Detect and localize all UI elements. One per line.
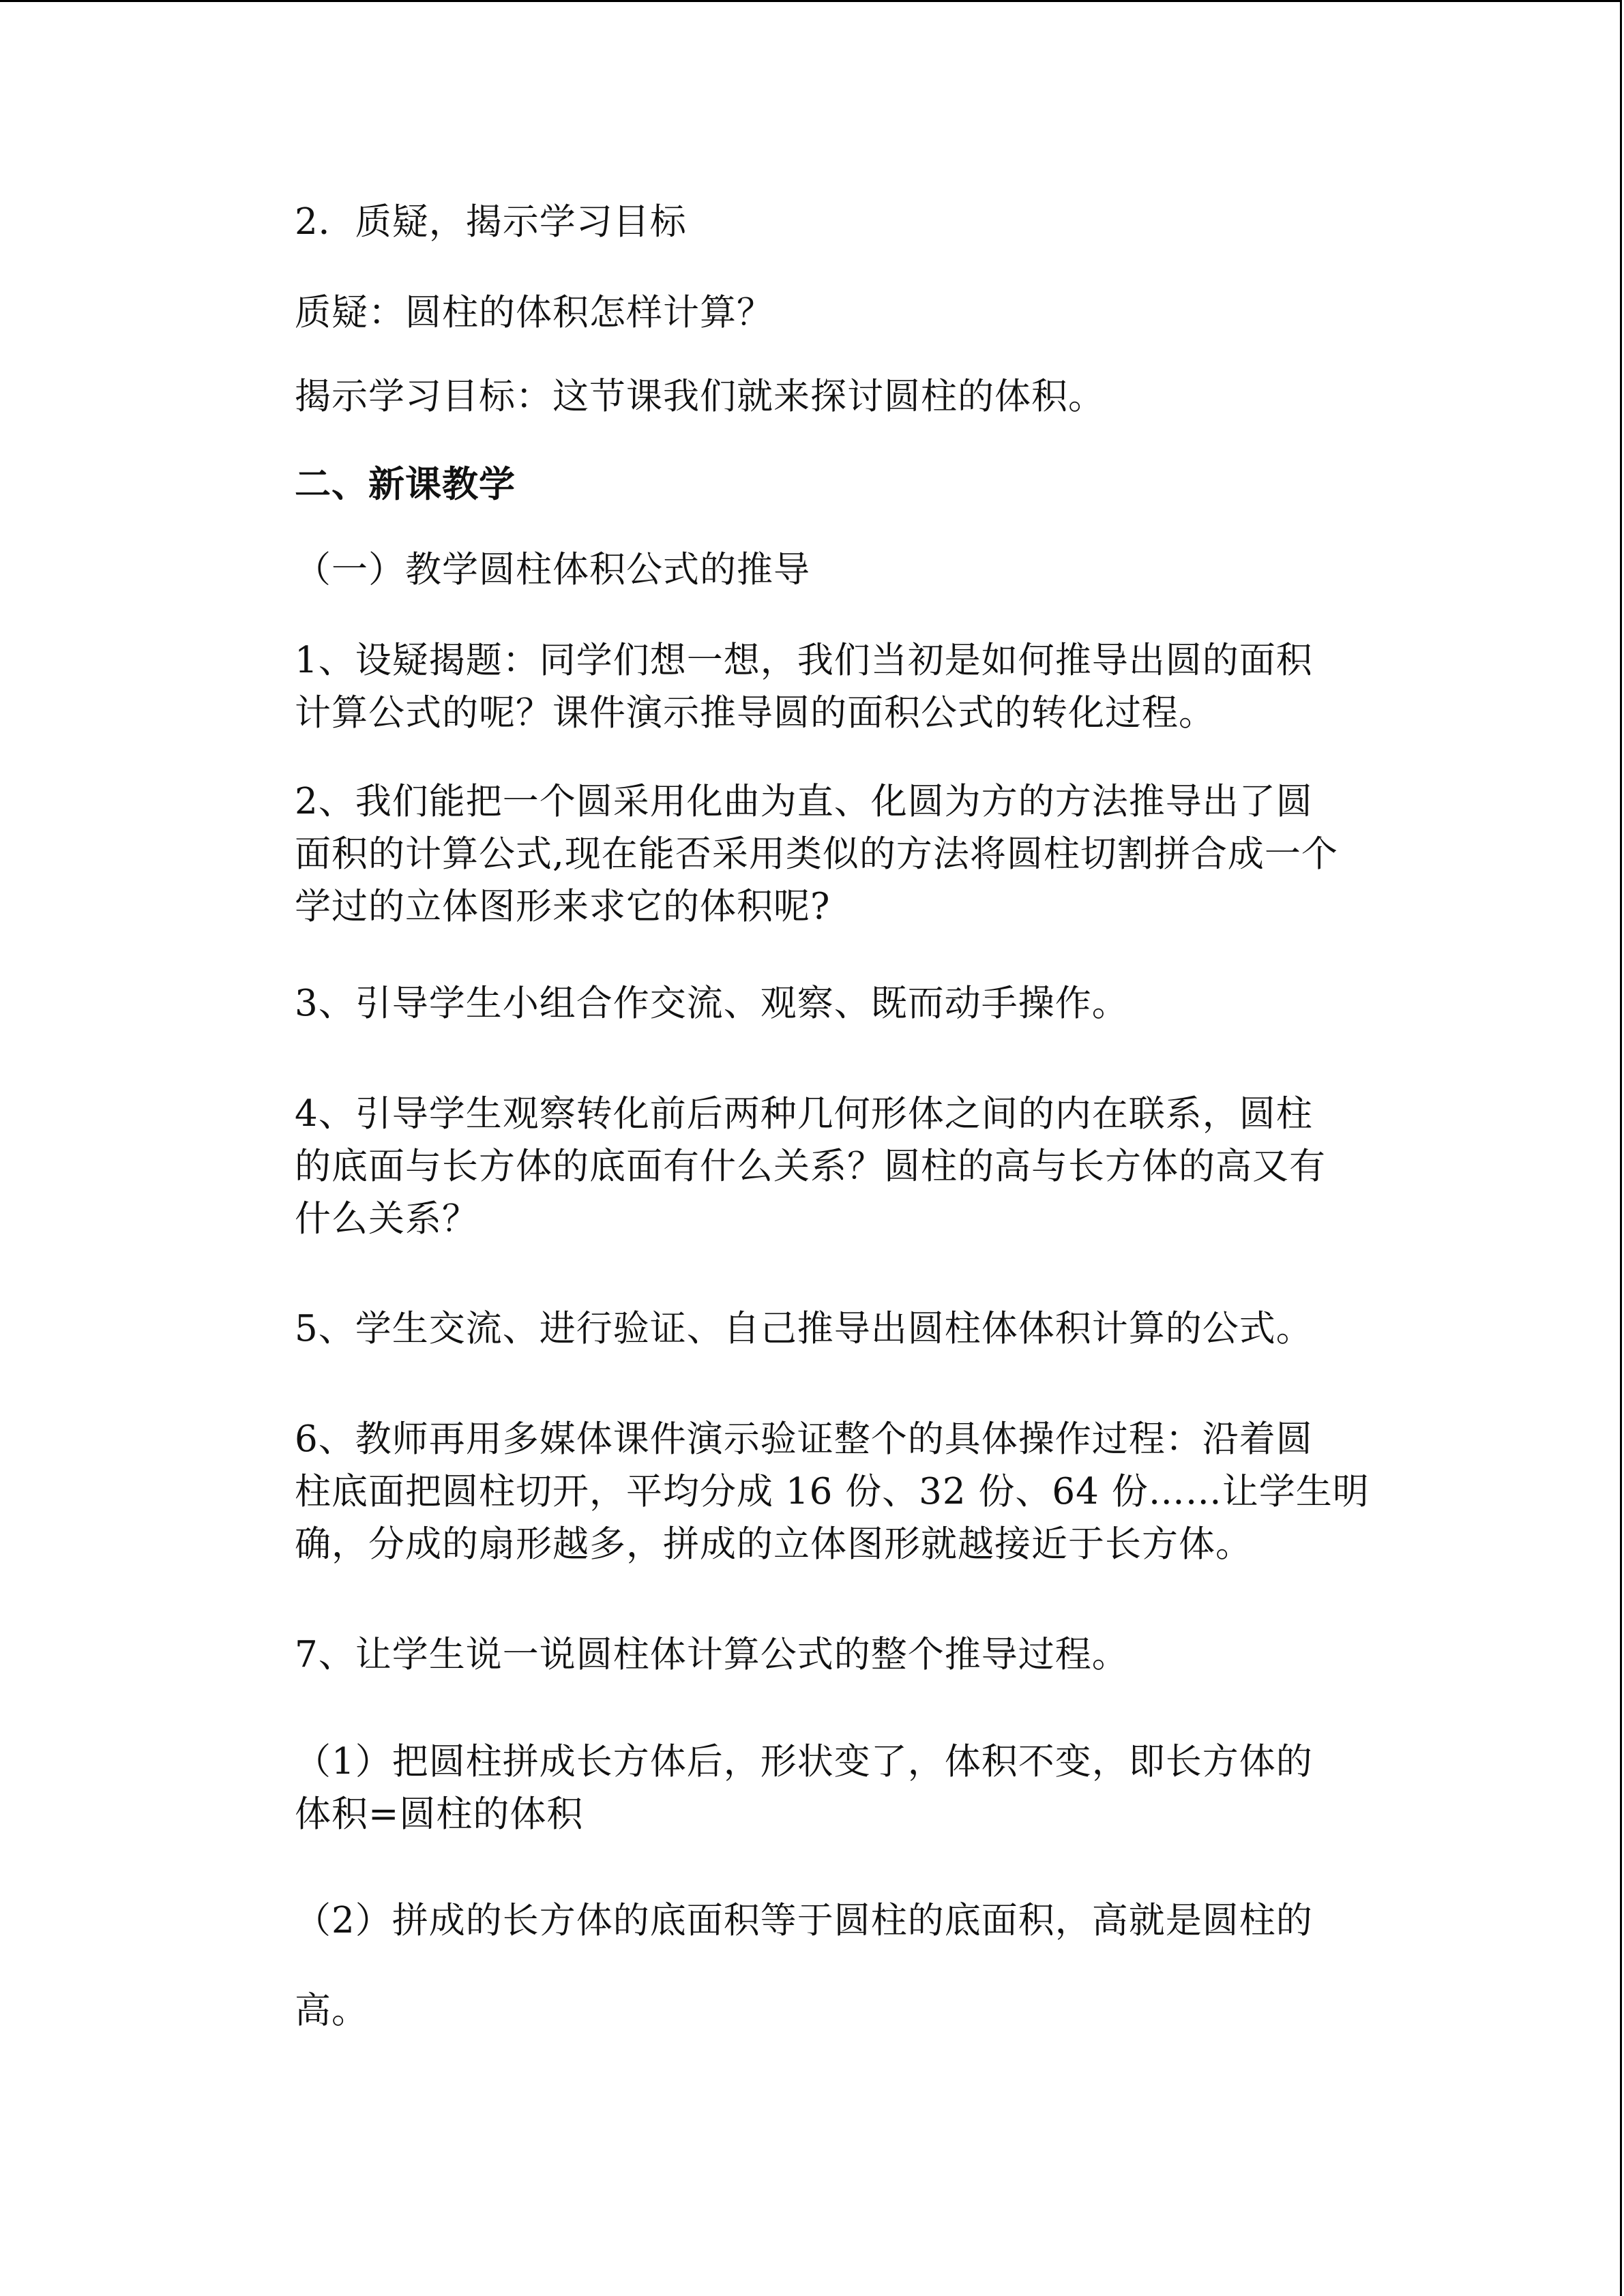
text-line: 3、引导学生小组合作交流、观察、既而动手操作。 [295,983,1129,1024]
text-line: （2）拼成的长方体的底面积等于圆柱的底面积，高就是圆柱的 [295,1900,1313,1941]
text-line: （1）把圆柱拼成长方体后，形状变了，体积不变，即长方体的 [295,1741,1313,1783]
paragraph-item-1 [295,634,1386,739]
text-line: 2．质疑，揭示学习目标 [295,201,687,243]
text-line: 体积=圆柱的体积 [295,1793,584,1835]
paragraph-subitem-1 [295,1735,1386,1840]
paragraph-item-4 [295,1088,1386,1245]
text-line: 计算公式的呢？课件演示推导圆的面积公式的转化过程。 [295,692,1215,734]
section-heading-new-lesson [295,458,1386,511]
text-line: 5、学生交流、进行验证、自己推导出圆柱体体积计算的公式。 [295,1308,1313,1350]
text-line: 高。 [295,1990,368,2031]
text-line: 4、引导学生观察转化前后两种几何形体之间的内在联系，圆柱 [295,1093,1313,1135]
subsection-heading-formula-derivation [295,543,1386,596]
text-line: 揭示学习目标：这节课我们就来探讨圆柱的体积。 [295,376,1105,417]
paragraph-subitem-2-continued [295,1984,1386,2037]
paragraph-subitem-2 [295,1894,1386,1947]
paragraph-question [295,286,1386,339]
text-line: 1、设疑揭题：同学们想一想，我们当初是如何推导出圆的面积 [295,640,1313,681]
text-line: 面积的计算公式,现在能否采用类似的方法将圆柱切割拼合成一个 [295,833,1338,875]
paragraph-learning-goal [295,370,1386,423]
paragraph-item-7 [295,1628,1386,1681]
text-line: （一）教学圆柱体积公式的推导 [295,549,810,591]
section-subheading-question-goal [295,196,1386,248]
paragraph-item-6 [295,1413,1386,1570]
text-line: 学过的立体图形来求它的体积呢? [295,886,831,927]
text-line: 二、新课教学 [295,463,516,505]
text-line: 的底面与长方体的底面有什么关系？圆柱的高与长方体的高又有 [295,1146,1326,1187]
text-line: 什么关系？ [295,1198,479,1240]
paragraph-item-5 [295,1302,1386,1355]
text-line: 2、我们能把一个圆采用化曲为直、化圆为方的方法推导出了圆 [295,781,1313,822]
text-line: 质疑：圆柱的体积怎样计算？ [295,292,773,333]
text-line: 柱底面把圆柱切开，平均分成 16 份、32 份、64 份……让学生明 [295,1471,1370,1512]
text-line: 7、让学生说一说圆柱体计算公式的整个推导过程。 [295,1634,1129,1675]
text-line: 确，分成的扇形越多，拼成的立体图形就越接近于长方体。 [295,1523,1252,1565]
paragraph-item-2 [295,775,1386,933]
text-line: 6、教师再用多媒体课件演示验证整个的具体操作过程：沿着圆 [295,1418,1313,1460]
paragraph-item-3 [295,977,1386,1030]
